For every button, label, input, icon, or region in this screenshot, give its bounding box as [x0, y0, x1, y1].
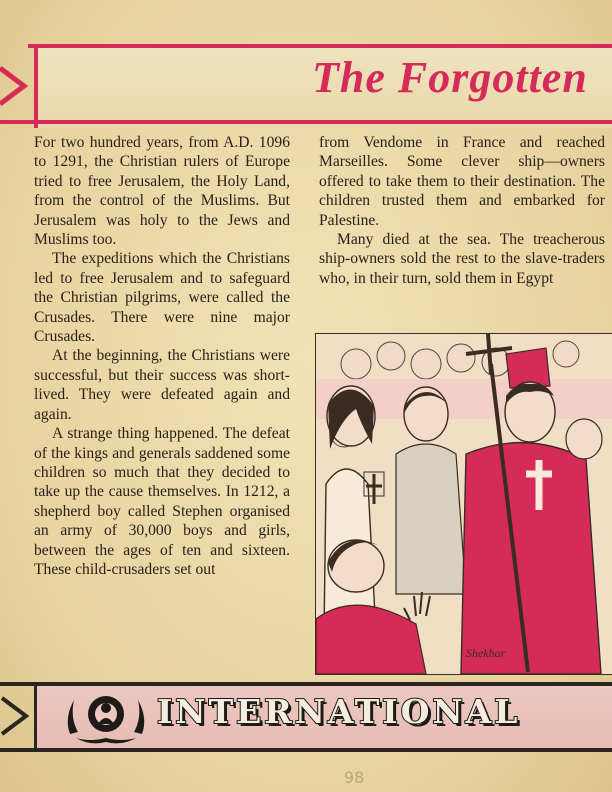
- iyc-emblem-icon: [60, 690, 152, 746]
- bottom-banner-bottom-rule: [0, 748, 612, 752]
- banner-heading: INTERNATIONAL: [157, 692, 521, 731]
- banner-bottom-rule: [0, 120, 612, 124]
- paragraph: A strange thing happened. The defeat of the kings and generals saddened some children so much that they decided to take up the cause themselves. In 1212, a shepherd boy called Stephen organised an army of 30,000 boys and girls, between the ages of ten and sixteen. These child-crusaders set out: [34, 425, 290, 578]
- paragraph: from Vendome in France and reached Marseilles. Some clever ship—owners offered to take them to their destination. The children trusted them and embarked for Palestine.: [319, 134, 605, 229]
- paragraph: The expeditions which the Christians led to free Jerusalem and to safeguard the Christian pilgrims, were called the Crusades. There were nine major Crusades.: [34, 250, 290, 346]
- artist-signature: Shekhar: [466, 646, 506, 660]
- title-banner: [0, 40, 612, 130]
- text-column-right: [319, 133, 605, 288]
- crusade-children-illustration: [316, 334, 612, 674]
- chevron-right-icon: [0, 694, 32, 738]
- page-number: 98: [344, 768, 365, 787]
- paragraph: For two hundred years, from A.D. 1096 to 1291, the Christian rulers of Europe tried to free Jerusalem, the Holy Land, from the control of the Muslims. But Jerusalem was holy to the Jews and Muslims too.: [34, 134, 290, 249]
- page-title: The Forgotten: [312, 53, 588, 102]
- illustration: [315, 333, 612, 675]
- text-column-left: [34, 133, 290, 579]
- chevron-right-icon: [0, 62, 32, 110]
- paragraph: Many died at the sea. The treacherous ship-owners sold the rest to the slave-traders who, in their turn, sold them in Egypt: [319, 231, 605, 287]
- paragraph: At the beginning, the Christians were successful, but their success was short-lived. They were defeated again and again.: [34, 347, 290, 423]
- bottom-banner: [0, 682, 612, 752]
